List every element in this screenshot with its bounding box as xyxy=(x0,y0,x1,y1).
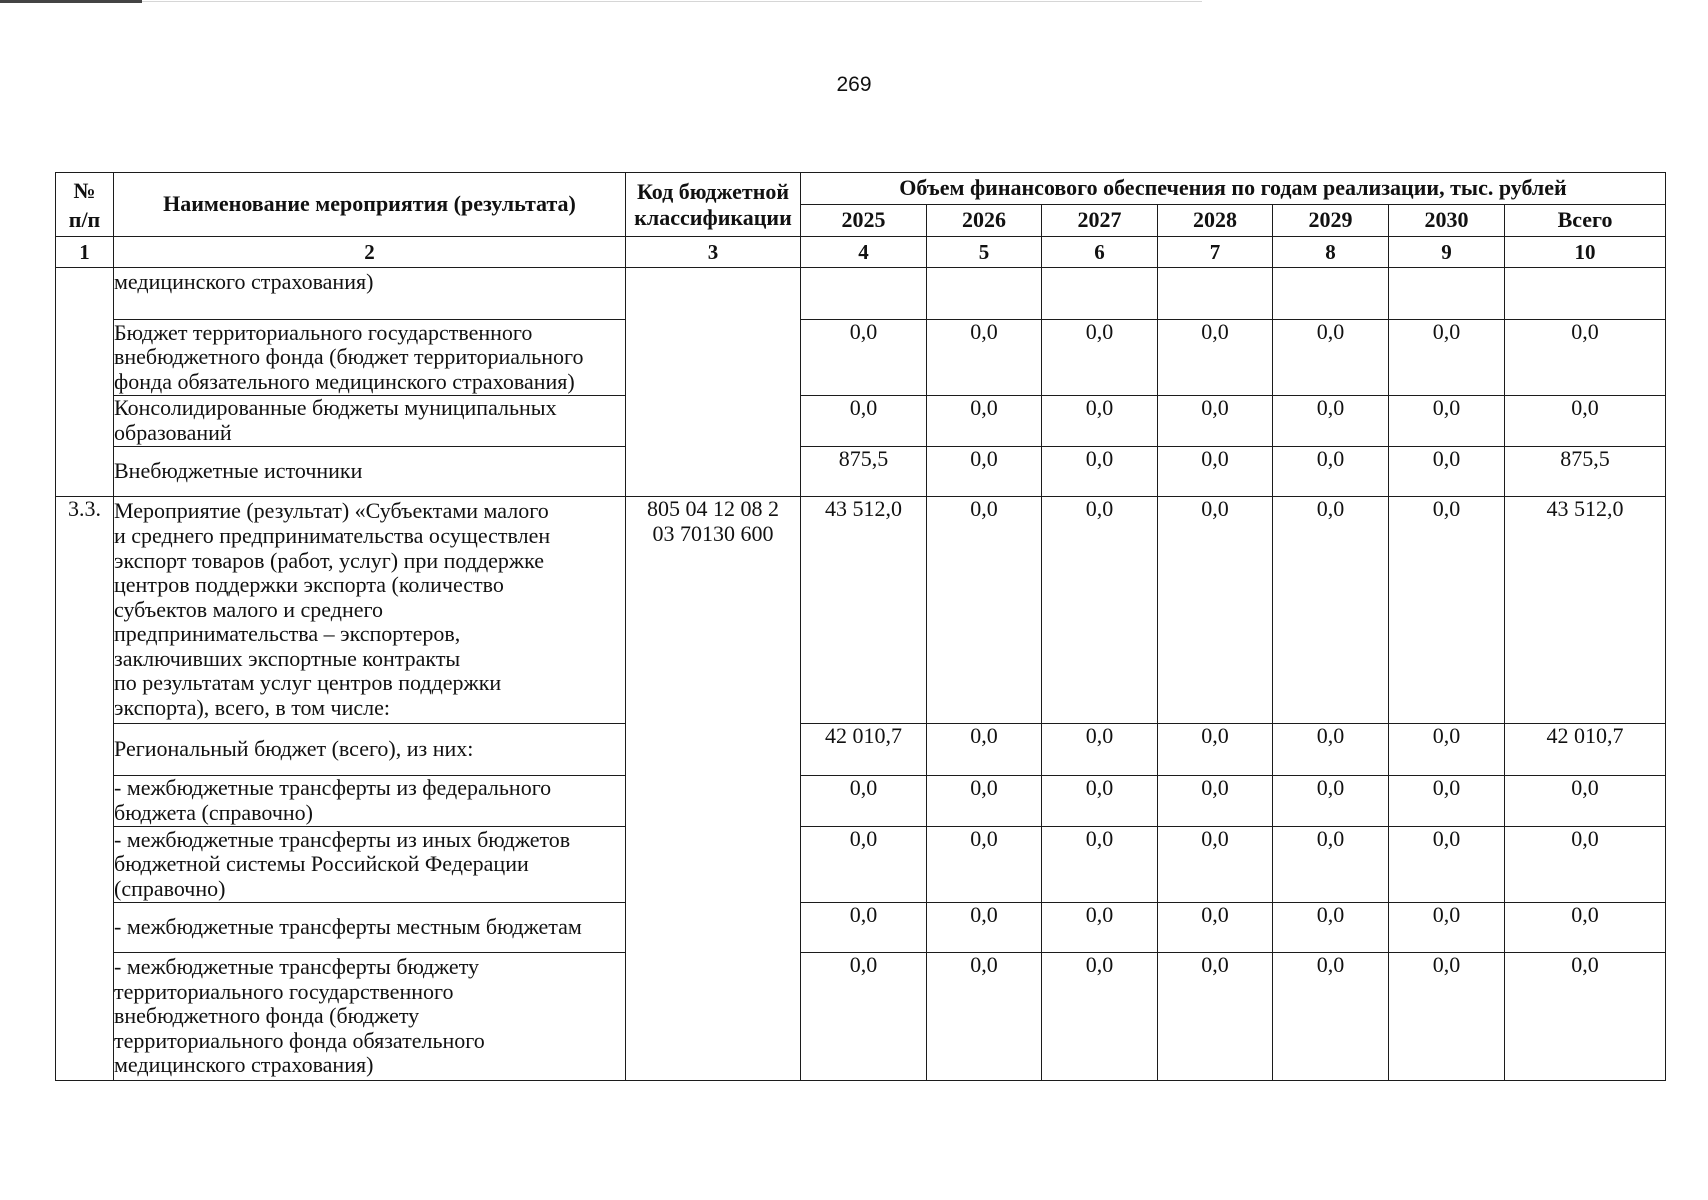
amount-2028: 0,0 xyxy=(1158,447,1273,497)
header-budget-code-line: классификации xyxy=(634,204,792,230)
amount-2030: 0,0 xyxy=(1389,447,1505,497)
group-number-cell xyxy=(56,268,114,497)
header-total: Всего xyxy=(1505,205,1666,237)
budget-code-line: 03 70130 600 xyxy=(652,520,774,546)
amount-2025: 43 512,0 xyxy=(801,497,927,724)
amount-2025: 0,0 xyxy=(801,396,927,447)
measure-name-line: - межбюджетные трансферты из иных бюджетов xyxy=(114,826,571,852)
amount-total: 0,0 xyxy=(1505,776,1666,827)
column-number-3: 3 xyxy=(626,237,801,268)
measure-name-cell xyxy=(114,953,626,1081)
amount-2029 xyxy=(1273,268,1389,320)
amount-2025 xyxy=(801,268,927,320)
table-row xyxy=(56,724,1666,776)
amount-2028: 0,0 xyxy=(1158,320,1273,396)
amount-2026 xyxy=(927,268,1042,320)
column-number-4: 4 xyxy=(801,237,927,268)
header-year-2030: 2030 xyxy=(1389,205,1505,237)
column-number-8: 8 xyxy=(1273,237,1389,268)
amount-2026: 0,0 xyxy=(927,724,1042,776)
amount-total: 875,5 xyxy=(1505,447,1666,497)
measure-name-line: экспорта), всего, в том числе: xyxy=(114,695,391,721)
measure-name-line: фонда обязательного медицинского страхования) xyxy=(114,368,575,394)
header-measure-name: Наименование мероприятия (результата) xyxy=(114,173,626,237)
amount-2029: 0,0 xyxy=(1273,396,1389,447)
page-number: 269 xyxy=(836,73,872,96)
amount-2029: 0,0 xyxy=(1273,953,1389,1081)
amount-2028: 0,0 xyxy=(1158,827,1273,903)
column-number-5: 5 xyxy=(927,237,1042,268)
column-number-10: 10 xyxy=(1505,237,1666,268)
measure-name-line: субъектов малого и среднего xyxy=(114,596,383,622)
measure-name-line: медицинского страхования) xyxy=(114,269,374,294)
amount-2025: 42 010,7 xyxy=(801,724,927,776)
group-number-cell xyxy=(56,497,114,1081)
amount-2028: 0,0 xyxy=(1158,724,1273,776)
amount-2027: 0,0 xyxy=(1042,903,1158,953)
amount-2029: 0,0 xyxy=(1273,776,1389,827)
measure-name-line: центров поддержки экспорта (количество xyxy=(114,572,504,598)
measure-name-line: - межбюджетные трансферты бюджету xyxy=(114,954,480,980)
header-row-number xyxy=(56,173,114,237)
column-number-9: 9 xyxy=(1389,237,1505,268)
measure-name-line: образований xyxy=(114,420,232,445)
amount-2025: 0,0 xyxy=(801,903,927,953)
table-row xyxy=(56,447,1666,497)
amount-2027: 0,0 xyxy=(1042,396,1158,447)
table-row xyxy=(56,320,1666,396)
amount-2027: 0,0 xyxy=(1042,776,1158,827)
measure-name-line: Региональный бюджет (всего), из них: xyxy=(114,736,474,762)
amount-2030: 0,0 xyxy=(1389,724,1505,776)
amount-2025: 0,0 xyxy=(801,320,927,396)
measure-name-cell xyxy=(114,724,626,776)
budget-code-line: 805 04 12 08 2 xyxy=(647,496,779,521)
measure-name-cell xyxy=(114,827,626,903)
column-number-2: 2 xyxy=(114,237,626,268)
measure-name-line: бюджета (справочно) xyxy=(114,800,313,825)
table-row xyxy=(56,953,1666,1081)
amount-2029: 0,0 xyxy=(1273,497,1389,724)
table-row xyxy=(56,827,1666,903)
amount-2028: 0,0 xyxy=(1158,396,1273,447)
amount-total: 0,0 xyxy=(1505,320,1666,396)
table-row xyxy=(56,497,1666,724)
measure-name-line: заключивших экспортные контракты xyxy=(114,645,461,671)
measure-name-cell xyxy=(114,776,626,827)
measure-name-line: - межбюджетные трансферты из федерального xyxy=(114,775,552,801)
group-number: 3.3. xyxy=(68,496,101,521)
measure-name-line: Мероприятие (результат) «Субъектами малого xyxy=(114,498,549,524)
amount-2026: 0,0 xyxy=(927,953,1042,1081)
amount-2026: 0,0 xyxy=(927,776,1042,827)
measure-name-line: экспорт товаров (работ, услуг) при поддержке xyxy=(114,547,545,573)
header-row-number-line: № xyxy=(73,177,96,203)
amount-2028: 0,0 xyxy=(1158,903,1273,953)
amount-2028: 0,0 xyxy=(1158,497,1273,724)
amount-2030: 0,0 xyxy=(1389,776,1505,827)
amount-2030: 0,0 xyxy=(1389,953,1505,1081)
measure-name-line: Бюджет территориального государственного xyxy=(114,319,533,345)
header-budget-code xyxy=(626,173,801,237)
amount-2027: 0,0 xyxy=(1042,724,1158,776)
table-row xyxy=(56,268,1666,320)
column-number-7: 7 xyxy=(1158,237,1273,268)
amount-2026: 0,0 xyxy=(927,447,1042,497)
amount-2030: 0,0 xyxy=(1389,827,1505,903)
measure-name-cell xyxy=(114,497,626,724)
measure-name-line: и среднего предпринимательства осуществлен xyxy=(114,522,551,548)
amount-2027: 0,0 xyxy=(1042,827,1158,903)
amount-2027: 0,0 xyxy=(1042,953,1158,1081)
amount-2026: 0,0 xyxy=(927,497,1042,724)
header-year-2028: 2028 xyxy=(1158,205,1273,237)
amount-2028: 0,0 xyxy=(1158,776,1273,827)
amount-2029: 0,0 xyxy=(1273,903,1389,953)
table-row xyxy=(56,776,1666,827)
measure-name-line: - межбюджетные трансферты местным бюджетам xyxy=(114,914,582,940)
measure-name-cell xyxy=(114,320,626,396)
measure-name-line: внебюджетного фонда (бюджет территориального xyxy=(114,344,584,370)
scan-edge-mark xyxy=(0,0,142,3)
amount-total: 43 512,0 xyxy=(1505,497,1666,724)
measure-name-line: бюджетной системы Российской Федерации xyxy=(114,851,529,877)
amount-2030: 0,0 xyxy=(1389,396,1505,447)
amount-2029: 0,0 xyxy=(1273,320,1389,396)
amount-2030: 0,0 xyxy=(1389,320,1505,396)
measure-name-cell xyxy=(114,268,626,320)
measure-name-line: медицинского страхования) xyxy=(114,1052,374,1078)
measure-name-line: предпринимательства – экспортеров, xyxy=(114,621,461,647)
header-funding-volume: Объем финансового обеспечения по годам реализации, тыс. рублей xyxy=(801,173,1666,205)
amount-2025: 0,0 xyxy=(801,776,927,827)
amount-2027: 0,0 xyxy=(1042,497,1158,724)
column-number-6: 6 xyxy=(1042,237,1158,268)
amount-total: 0,0 xyxy=(1505,396,1666,447)
amount-2029: 0,0 xyxy=(1273,827,1389,903)
header-year-2026: 2026 xyxy=(927,205,1042,237)
amount-2029: 0,0 xyxy=(1273,724,1389,776)
header-row-number-line: п/п xyxy=(68,206,101,232)
measure-name-cell xyxy=(114,903,626,953)
amount-2029: 0,0 xyxy=(1273,447,1389,497)
amount-2026: 0,0 xyxy=(927,320,1042,396)
group-code-cell xyxy=(626,497,801,1081)
table-row xyxy=(56,903,1666,953)
amount-2028: 0,0 xyxy=(1158,953,1273,1081)
amount-2026: 0,0 xyxy=(927,903,1042,953)
amount-2030: 0,0 xyxy=(1389,497,1505,724)
measure-name-cell xyxy=(114,396,626,447)
amount-2027: 0,0 xyxy=(1042,447,1158,497)
header-year-2027: 2027 xyxy=(1042,205,1158,237)
amount-2025: 0,0 xyxy=(801,953,927,1081)
amount-total xyxy=(1505,268,1666,320)
amount-2026: 0,0 xyxy=(927,396,1042,447)
amount-2025: 0,0 xyxy=(801,827,927,903)
header-year-2025: 2025 xyxy=(801,205,927,237)
amount-total: 0,0 xyxy=(1505,827,1666,903)
column-number-1: 1 xyxy=(56,237,114,268)
table-row xyxy=(56,396,1666,447)
amount-2030 xyxy=(1389,268,1505,320)
header-year-2029: 2029 xyxy=(1273,205,1389,237)
funding-table xyxy=(55,172,1666,1081)
amount-2030: 0,0 xyxy=(1389,903,1505,953)
amount-total: 0,0 xyxy=(1505,953,1666,1081)
amount-2025: 875,5 xyxy=(801,447,927,497)
amount-2028 xyxy=(1158,268,1273,320)
header-budget-code-line: Код бюджетной xyxy=(636,178,790,204)
measure-name-line: территориального государственного xyxy=(114,978,454,1004)
amount-2027 xyxy=(1042,268,1158,320)
group-code-cell xyxy=(626,268,801,497)
amount-total: 0,0 xyxy=(1505,903,1666,953)
amount-2027: 0,0 xyxy=(1042,320,1158,396)
measure-name-line: Консолидированные бюджеты муниципальных xyxy=(114,395,557,421)
amount-2026: 0,0 xyxy=(927,827,1042,903)
measure-name-line: (справочно) xyxy=(114,875,226,901)
amount-total: 42 010,7 xyxy=(1505,724,1666,776)
measure-name-line: Внебюджетные источники xyxy=(114,458,363,484)
measure-name-cell xyxy=(114,447,626,497)
scan-edge-line xyxy=(142,1,1202,2)
measure-name-line: территориального фонда обязательного xyxy=(114,1027,485,1053)
measure-name-line: по результатам услуг центров поддержки xyxy=(114,670,502,696)
measure-name-line: внебюджетного фонда (бюджету xyxy=(114,1003,420,1029)
